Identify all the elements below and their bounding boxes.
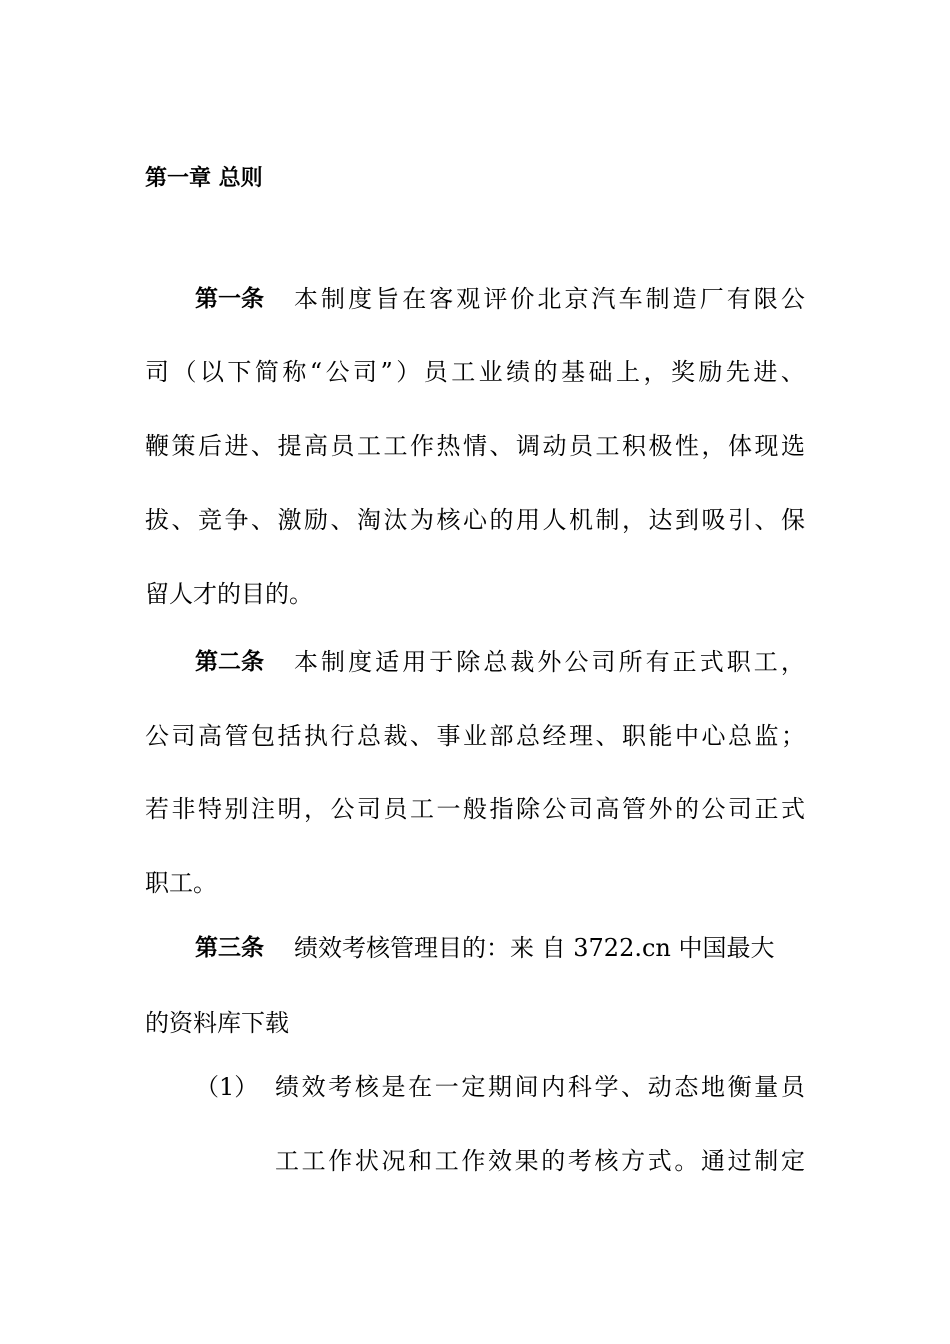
sub-item-1-number: （1） [195, 1073, 259, 1101]
article-2-line-4: 职工。 [145, 869, 217, 897]
article-3-line-1 [195, 928, 805, 968]
article-2-line-1 [195, 642, 805, 682]
article-1-text-1: 本 制 度 旨 在 客 观 评 价 北 京 汽 车 制 造 厂 有 限 公 [294, 285, 805, 313]
article-1-line-4: 拔 、 竞 争 、 激 励 、 淘 汰 为 核 心 的 用 人 机 制 ， 达 到 吸 引 、 保 [145, 506, 805, 534]
article-2-line-2: 公 司 高 管 包 括 执 行 总 裁 、 事 业 部 总 经 理 、 职 能 中 心 总 监 ； [145, 722, 805, 750]
article-3-text-1: 绩效考核管理目的：来 自 3722.cn 中国最大 [294, 934, 775, 962]
article-3-line-2: 的资料库下载 [145, 1009, 289, 1037]
article-1-line-5: 留人才的目的。 [145, 580, 313, 608]
article-3-label: 第三条 [195, 935, 264, 961]
chapter-title: 第一章 总则 [145, 166, 263, 191]
sub-item-1-line-1 [195, 1067, 805, 1107]
article-1-label: 第一条 [195, 286, 264, 312]
article-2-text-1: 本 制 度 适 用 于 除 总 裁 外 公 司 所 有 正 式 职 工 ， [294, 648, 805, 676]
sub-item-1-line-2: 工 工 作 状 况 和 工 作 效 果 的 考 核 方 式 。 通 过 制 定 [275, 1147, 805, 1175]
article-1-line-3: 鞭 策 后 进 、 提 高 员 工 工 作 热 情 、 调 动 员 工 积 极 性 ， 体 现 选 [145, 432, 805, 460]
article-2-label: 第二条 [195, 649, 264, 675]
article-1-line-1 [195, 279, 805, 319]
article-2-line-3: 若 非 特 别 注 明 ， 公 司 员 工 一 般 指 除 公 司 高 管 外 的 公 司 正 式 [145, 795, 805, 823]
sub-item-1-text-1: 绩 效 考 核 是 在 一 定 期 间 内 科 学 、 动 态 地 衡 量 员 [275, 1073, 805, 1101]
article-1-line-2: 司 （ 以 下 简 称 “ 公 司 ” ） 员 工 业 绩 的 基 础 上 ， 奖 励 先 进 、 [145, 358, 805, 386]
